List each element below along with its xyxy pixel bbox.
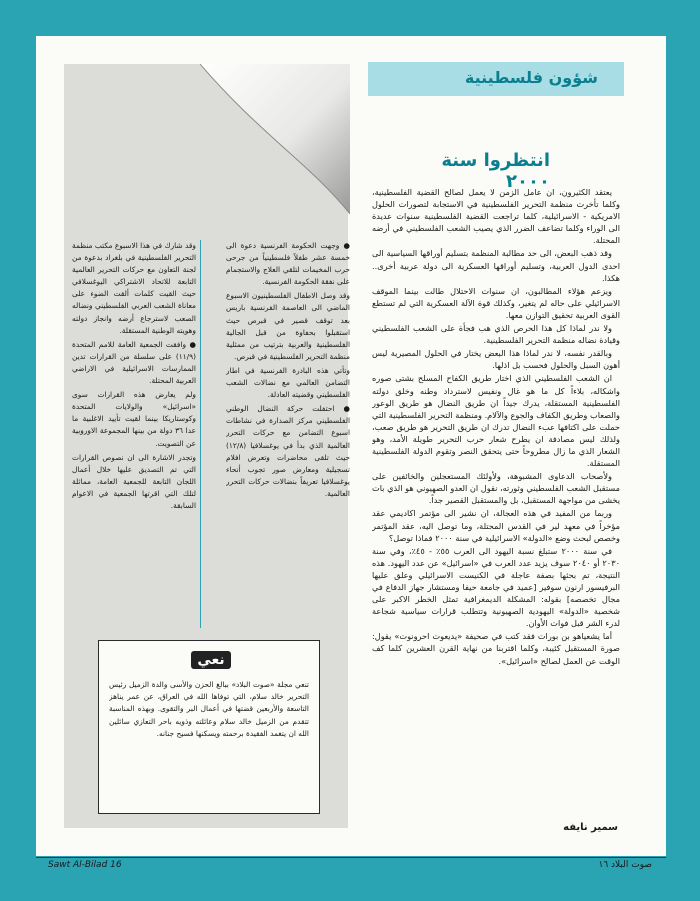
news-item: ● احتفلت حركة النضال الوطني الفلسطيني مركز الصدارة في نشاطات اسبوع التضامن مع حركات التحرر العالمية الذي بدأ في يوغسلافيا (١٢/٨) حيث تلقى محاضرات وتعرض افلام تسجيلية ومعارض صور تجوب أنحاء يوغسلافيا تعريفاً بنضالات حركات التحرر العالمية. bbox=[226, 404, 350, 498]
news-item: ● وافقت الجمعية العامة للامم المتحدة (١١/٩) على سلسلة من القرارات تدين الممارسات الاسرائيلية في الاراضي العربية المحتلة. bbox=[72, 339, 196, 386]
news-item: وقد وصل الاطفال الفلسطينيون الاسبوع الماضي الى العاصمة الفرنسية باريس بعد توقف قصير في قبرص حيث استقبلوا بحفاوة من قبل الجالية الفلسطينية والعربية بترتيب من ممثلية منظمة التحرير الفلسطينية في قبرص. bbox=[226, 291, 350, 361]
news-column-left bbox=[72, 240, 196, 628]
obituary-text: تنعي مجلة «صوت البلاد» ببالغ الحزن والأسى والدة الزميل رئيس التحرير خالد سلام، التي توفاها الله في العراق، عن عمر يناهز التاسعة والأربعين قضتها في أعمال البر والتقوى. وبهذه المناسبة تتقدم من الزميل خالد سلام وعائلته وذويه باحر التعازي سائلين الله ان يتغمد الفقيدة برحمته ويسكنها فسيح جنانه. bbox=[109, 680, 309, 738]
article-author: سمير نايفه bbox=[563, 822, 618, 833]
article-paragraph: وربما من المفيد في هذه العجالة، ان نشير الى مؤتمر اكاديمي عقد مؤخراً في معهد لير في القدس المحتلة، وما توصل اليه، عقد المؤتمر وخصص لبحث وضع «الدولة» الاسرائيلية في سنة ٢٠٠٠ فماذا توصل؟ bbox=[372, 508, 620, 543]
article-paragraph: يعتقد الكثيرون، ان عامل الزمن لا يعمل لصالح القضية الفلسطينية، وكلما تأخرت منظمة التحرير الفلسطينية في الاستجابة لتصورات الحلول الامريكية - الاسرائيلية، كلما تراجعت القضية الفلسطينية سنوات عديدة الى الوراء وكلما تضاعف الضرر الذي يصيب الشعب الفلسطيني في أرضه المحتلة. bbox=[372, 187, 620, 246]
news-item: ● وجهت الحكومة الفرنسية دعوة الى خمسة عشر طفلاً فلسطينياً من جرحى حرب المخيمات لتلقي العلاج والاستجمام على نفقة الحكومة الفرنسية. bbox=[226, 241, 350, 287]
article-paragraph: في سنة ٢٠٠٠ ستبلغ نسبة اليهود الى العرب ٥٥٪ - ٤٥٪، وفي سنة ٢٠٣٠ أو ٢٠٤٠ سوف يزيد عدد العرب في «اسرائيل» عن عدد اليهود. هذه النتيجة، تم بحثها بصفة عاجلة في الكنيست الاسرائيلي وعلق عليها البرفيسور ارنون سوفير [عميد في جامعة حيفا ومستشار جهاز الدفاع في مجال تخصصه] بقوله: المشكلة الديمغرافية تمثل الخطر الاكبر على شخصية «الدولة» اليهودية الصهيونية وتتطلب قرارات سياسية شجاعة لدرء الشر قبل فوات الأوان. bbox=[372, 545, 620, 629]
article-paragraph: ولأصحاب الدعاوى المشبوهة، ولأولئك المستعجلين والخائفين على مستقبل الشعب الفلسطيني وثورته، نقول ان العدو الصهيوني هو الذي بات يخشى من مواجهة المستقبل، بل والمستقبل القصير جداً. bbox=[372, 471, 620, 506]
article-paragraph: ويزعم هؤلاء المطالبون، ان سنوات الاحتلال طالت بينما الموقف الاسرائيلي على حاله لم يتغير، وكذلك قوة الآلة العسكرية التي لم تستطع القوى العربية تحقيق التوازن معها. bbox=[372, 285, 620, 320]
section-tab bbox=[368, 62, 624, 96]
article-paragraph: وبالقدر نفسه، لا ندر لماذا هذا البعض يختار في الحلول المصيرية ليس أهون السبل والحلول فحسب بل اذلها. bbox=[372, 348, 620, 371]
news-item: وقد شارك في هذا الاسبوع مكتب منظمة التحرير الفلسطينية في بلغراد بدعوة من لجنة التعاون مع حركات التحرير العالمية التابعة للاتحاد الاشتراكي اليوغسلافي حيث القيت كلمات ألقت الضوء على معاناة الشعب العربي الفلسطيني ونضاله الصعب لاسترجاع أرضه وانجاز دولته وهويته الوطنية المستقلة. bbox=[72, 241, 196, 335]
article-paragraph: وقد ذهب البعض، الى حد مطالبة المنظمة بتسليم أوراقها السياسية الى احدى الدول العربية، وتسليم أوراقها العسكرية الى دولة عربية أخرى.. هكذا. bbox=[372, 248, 620, 283]
news-item: وتجدر الاشارة الى ان نصوص القرارات التي تم التصديق عليها خلال أعمال اللجان التابعة للجمعية العامة، مماثلة لتلك التي اقرتها الجمعية في الاعوام السابقة. bbox=[72, 452, 196, 510]
footer-rule bbox=[36, 857, 666, 858]
section-title: شؤون فلسطينية bbox=[464, 68, 598, 87]
article-headline: انتظروا سنة ٢٠٠٠ bbox=[441, 150, 550, 192]
news-column-right bbox=[226, 240, 350, 628]
main-article bbox=[372, 186, 620, 734]
news-item: ولم يعارض هذه القرارات سوى «اسرائيل» والولايات المتحدة وكوستاريكا بينما لقيت تأييد الاغلبية ما عدا ٣٦ دولة من بينها المجموعة الاوروبية عن التصويت. bbox=[72, 390, 196, 448]
article-paragraph: ان الشعب الفلسطيني الذي اختار طريق الكفاح المسلح بشتى صوره واشكاله، بلاءاً كل ما هو غال ونفيس لاسترداد وطنه وخلق دولته الفلسطينية المستقلة، يدرك جيداً ان طريق النضال هو طريق الوعور والصعاب وطريق الكفاف والجوع والآلام. ومنظمة التحرير الفلسطينية التي حملت على اكتافها عبء النضال تدرك ان طريق التحرير هو طريق صعب، ولذلك ليس مصادفة ان يطرح شعار حرب التحرير طويلة الأمد، وهو الشعار الذي ما زال مطروحاً حتى يتحقق النصر وتقوم الدولة الفلسطينية المستقلة. bbox=[372, 373, 620, 469]
footer-page-number: صوت البلاد ١٦ bbox=[598, 860, 652, 870]
article-paragraph: أما يشعياهو بن بورات فقد كتب في صحيفة «يديعوت احرونوت» يقول: صورة المستقبل كئيبة، وكلما اقتربنا من نهاية القرن العشرين كلما كف الوقت عن العمل لصالح «اسرائيل». bbox=[372, 631, 620, 666]
news-item: وتأتي هذه البادرة الفرنسية في اطار التضامن العالمي مع نضالات الشعب الفلسطيني وقضيته العادلة. bbox=[226, 365, 350, 400]
page-curl-graphic bbox=[200, 64, 350, 214]
footer-magazine-name: Sawt Al-Bilad 16 bbox=[48, 860, 122, 870]
obituary-title: نعي bbox=[191, 651, 231, 669]
column-divider bbox=[200, 240, 201, 628]
obituary-box bbox=[98, 640, 320, 814]
article-paragraph: ولا ندر لماذا كل هذا الحرص الذي هب فجأة على الشعب الفلسطيني وقيادة نضاله منظمة التحرير الفلسطينية. bbox=[372, 323, 620, 346]
